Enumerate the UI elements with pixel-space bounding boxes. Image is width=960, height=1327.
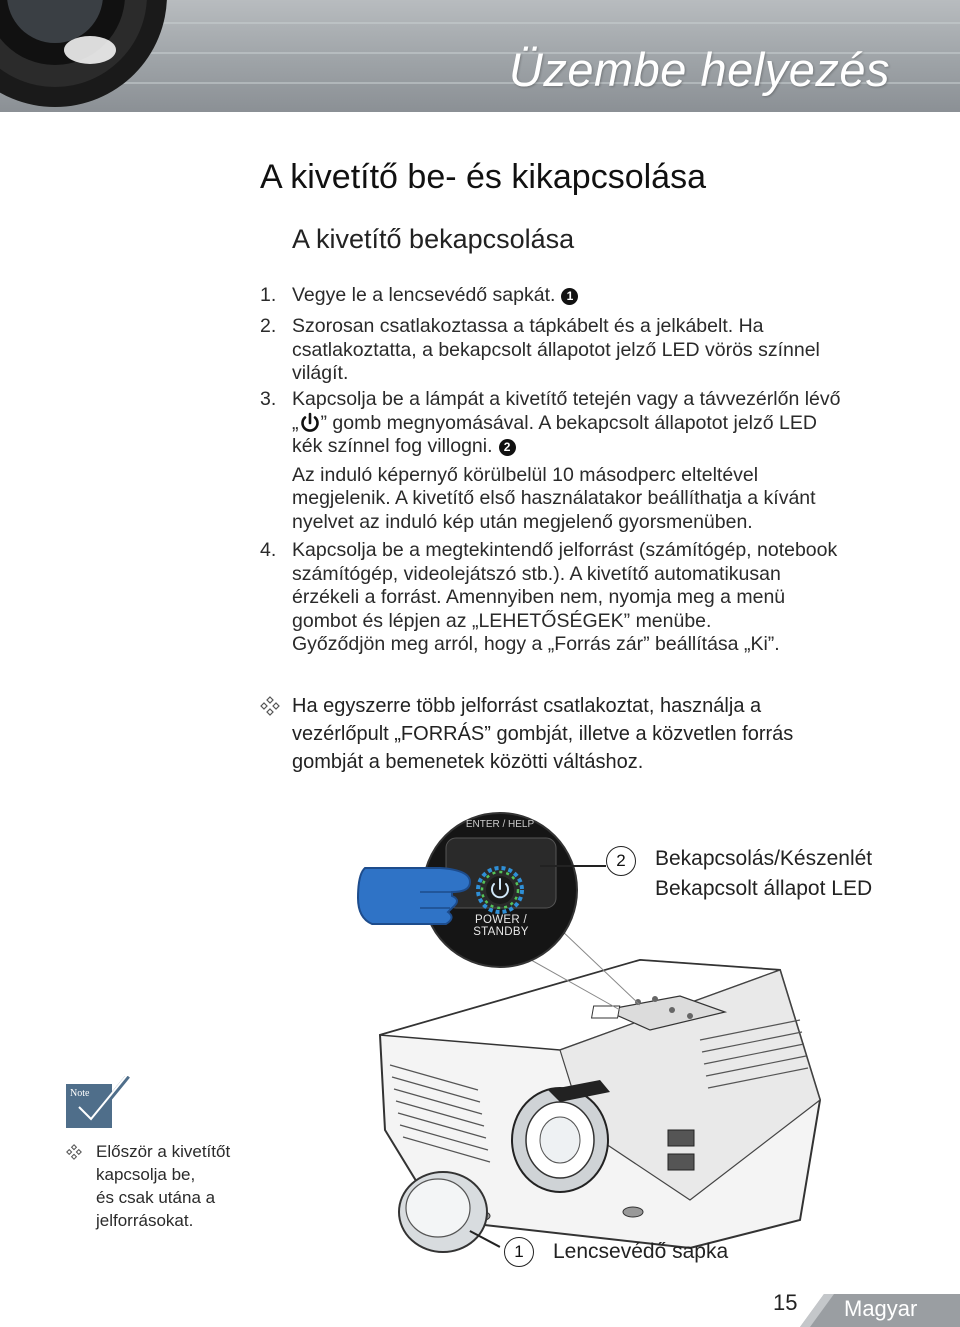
tip-line: Ha egyszerre több jelforrást csatlakoztat, használja a (292, 695, 762, 717)
callout-marker: 2 (499, 439, 516, 456)
step-number: 4. (260, 539, 277, 561)
callout-badge-1: 1 (504, 1237, 534, 1267)
open-quote: „ (292, 411, 299, 434)
page-header-title: Üzembe helyezés (508, 43, 890, 96)
step-4 (260, 539, 920, 657)
step-number: 2. (260, 315, 277, 337)
step-2 (260, 315, 920, 386)
step-line: csatlakoztatta, a bekapcsolt állapotot jelző LED vörös színnel (292, 338, 820, 361)
power-icon (299, 412, 321, 434)
subsection-title: A kivetítő bekapcsolása (292, 224, 575, 254)
tip-block (260, 692, 880, 776)
tip-line: gombját a bemenetek közötti váltáshoz. (292, 751, 644, 773)
callout-badge-2: 2 (606, 846, 636, 876)
step-line: Az induló képernyő körülbelül 10 másodperc elteltével (292, 463, 759, 486)
step-line: Kapcsolja be a lámpát a kivetítő tetején vagy a távvezérlőn lévő (292, 388, 841, 410)
step-3 (260, 388, 920, 534)
callout-2-label (655, 844, 872, 904)
step-line: számítógép, videolejátszó stb.). A kivetítő automatikusan (292, 562, 781, 585)
step-line: világít. (292, 362, 349, 384)
step-line: ” gomb megnyomásával. A bekapcsolt állapotot jelző LED (320, 411, 817, 434)
callout-2-line: Bekapcsolás/Készenlét (655, 847, 873, 870)
footer-language: Magyar (844, 1296, 918, 1321)
lens-decoration-image (0, 0, 170, 110)
section-title: A kivetítő be- és kikapcsolása (260, 158, 707, 196)
step-number: 3. (260, 388, 277, 410)
note-icon (66, 1076, 130, 1128)
power-standby-caption: POWER / STANDBY (473, 914, 529, 938)
note-block (66, 1140, 256, 1232)
note-line: kapcsolja be, (96, 1165, 196, 1184)
step-line: nyelvet az induló kép után megjelenő gyorsmenüben. (292, 510, 753, 533)
step-line: kék színnel fog villogni. (292, 435, 493, 457)
step-line: gombot és lépjen az „LEHETŐSÉGEK” menübe. (292, 609, 712, 632)
step-number: 1. (260, 284, 277, 306)
callout-1-label: Lencsevédő sapka (553, 1240, 729, 1263)
callout-leader-line (540, 865, 606, 867)
callout-2-line: Bekapcsolt állapot LED (655, 877, 873, 900)
note-icon-label: Note (70, 1088, 90, 1099)
note-line: jelforrásokat. (96, 1211, 194, 1230)
tip-line: vezérlőpult „FORRÁS” gombját, illetve a közvetlen forrás (292, 723, 794, 745)
step-1 (260, 284, 920, 308)
step-line: Győződjön meg arról, hogy a „Forrás zár” beállítása „Ki”. (292, 633, 780, 655)
note-line: Először a kivetítőt (96, 1142, 231, 1161)
step-text: Vegye le a lencsevédő sapkát. (292, 284, 556, 306)
enter-help-caption: ENTER / HELP (465, 819, 535, 830)
step-line: érzékeli a forrást. Amennyiben nem, nyomja meg a menü (292, 586, 786, 608)
step-line: megjelenik. A kivetítő első használatakor beállíthatja a kívánt (292, 487, 816, 509)
step-line: Kapcsolja be a megtekintendő jelforrást (számítógép, notebook (292, 539, 838, 561)
callout-marker: 1 (561, 288, 578, 305)
four-diamond-bullet-icon (66, 1144, 82, 1160)
page-number: 15 (773, 1290, 798, 1315)
note-line: és csak utána a (96, 1188, 216, 1207)
step-line: Szorosan csatlakoztassa a tápkábelt és a jelkábelt. Ha (292, 315, 764, 337)
page-header-banner (0, 0, 960, 112)
four-diamond-bullet-icon (260, 696, 280, 716)
